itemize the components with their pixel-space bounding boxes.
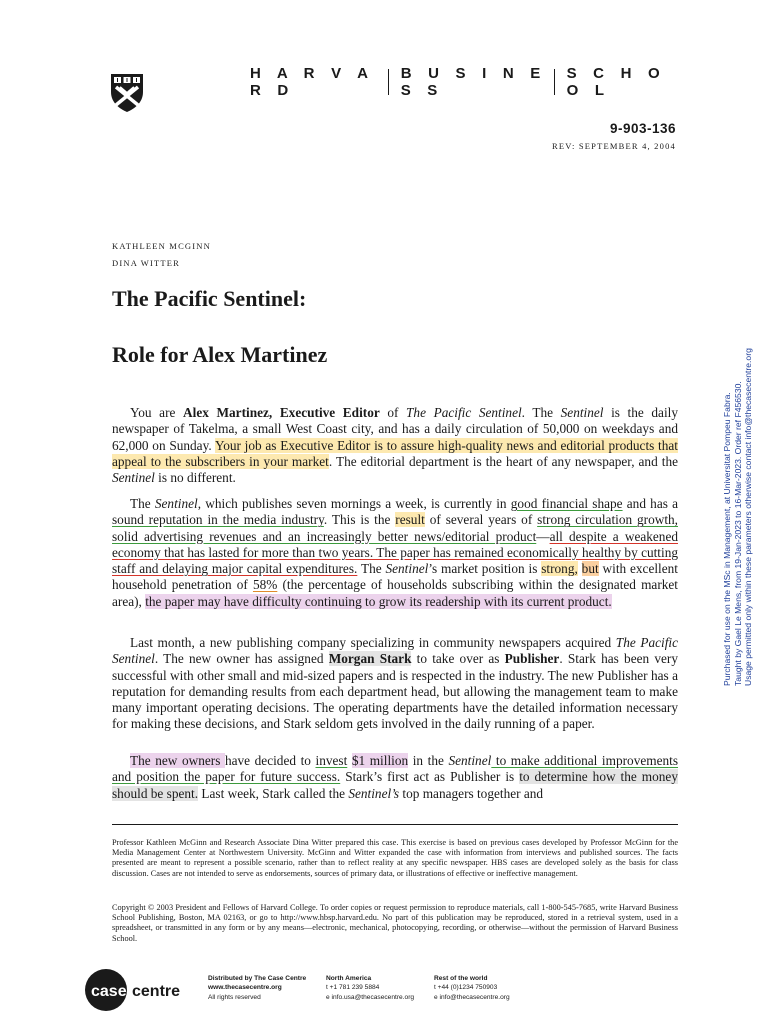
highlight-yellow: strong, [541,561,578,577]
contact-rest-of-world: Rest of the world t +44 (0)1234 750903 e info@thecasecentre.org [434,975,510,1001]
author-name: KATHLEEN MCGINN [112,241,211,251]
school-word-business: B U S I N E S S [400,65,547,99]
paragraph-1: You are Alex Martinez, Executive Editor of The Pacific Sentinel. The Sentinel is the daily newspaper of Takelma, a small West Coast city, and has a daily circulation of 50,000 on weekdays and 62,000 on Sunday. Your job as Executive Editor is to assure high-quality news and editorial products that appeal to the subscribers in your market. The editorial department is the heart of any newspaper, and the Sentinel is no different. [112,405,678,486]
case-title: The Pacific Sentinel: [112,286,307,311]
author-name: DINA WITTER [112,258,181,268]
underline-green: good financial shape [510,496,623,511]
usage-notice-line: Purchased for use on the MSc in Management, at Universitat Pompeu Fabra. [722,392,732,686]
underline-green: strong circulation growth, solid advertising revenues and an increasingly better news/editorial product [112,512,679,544]
underline-green: invest [315,753,348,768]
paragraph-4: The new owners have decided to invest $1 million in the Sentinel to make additional improvements and position the paper for future success. Stark’s first act as Publisher is to determine how the money should be spent. Last week, Stark called the Sentinel’s top managers together and [112,753,679,801]
contact-north-america: North America t +1 781 239 5884 e info.usa@thecasecentre.org [326,975,415,1001]
footnote-copyright: Copyright © 2003 President and Fellows of Harvard College. To order copies or request permission to reproduce materials, call 1-800-545-7685, write Harvard Business School Publishing, Boston, MA 02163, or go to http://www.hbsp.harvard.edu. No part of this publication may be reproduced, stored in a retrieval system, used in a spreadsheet, or transmitted in any form or by any means—electronic, mechanical, photocopying, recording, or otherwise—without the permission of Harvard Business School. [112,903,678,943]
case-centre-logo-word2: centre [132,983,181,1000]
highlight-grey: to determine how the money should be spent. [112,769,678,801]
email-link[interactable]: e info.usa@thecasecentre.org [326,993,415,1001]
distributor-info: Distributed by The Case Centre www.thecasecentre.org All rights reserved [208,975,307,1001]
case-centre-logo [85,965,185,1015]
usage-notice-line: Taught by Gael Le Mens, from 19-Jan-2023 to 16-Mar-2023. Order ref F456530. [732,381,743,686]
footnote-divider [112,824,678,825]
underline-green: to make additional improvements and position the paper for future success. [112,753,679,785]
banner-divider [554,69,555,95]
school-word-harvard: H A R V A R D [250,65,374,99]
publisher-name: Morgan Stark [328,651,412,667]
highlight-yellow: Your job as Executive Editor is to assure high-quality news and editorial products that appeal to the subscribers in your market [112,437,678,469]
usage-notice [722,336,762,686]
highlight-orange: but [581,561,599,577]
distributor-website: www.thecasecentre.org [208,984,282,992]
case-number: 9-903-136 [609,121,676,136]
revision-date: REV: SEPTEMBER 4, 2004 [551,141,676,151]
underline-orange: 58% [252,577,278,593]
school-name-banner [250,65,680,99]
paragraph-2: The Sentinel, which publishes seven mornings a week, is currently in good financial shape and has a sound reputation in the media industry. This is the result of several years of strong circulation growth, solid advertising revenues and an increasingly better news/editorial product—all despite a weakened economy that has lasted for more than two years. The paper has remained economically healthy by cutting staff and delaying major capital expenditures. The Sentinel’s market position is strong, but with excellent household penetration of 58% (the percentage of households subscribing within the designated market area), the paper may have difficulty continuing to grow its readership with its current product. [112,496,679,609]
paragraph-3: Last month, a new publishing company specializing in community newspapers acquired The Pacific Sentinel. The new owner has assigned Morgan Stark to take over as Publisher. Stark has been very successful with other small and mid-sized papers and is respected in the industry. The new Publisher has a reputation for demanding results from each department head, but allowing the management team to make many important operating decisions. The operating departments have the detailed information necessary for making these decisions, and Stark seldom gets involved in the daily running of a paper. [112,635,678,732]
usage-notice-line: Usage permitted only within these parameters otherwise contact info@thecasecentre.org [743,348,754,686]
case-centre-logo-word1: case [91,983,127,1000]
highlight-yellow: result [395,512,425,528]
publisher-role: Publisher [504,651,560,667]
highlight-pink: The new owners [130,753,225,768]
underline-red: all despite a weakened economy that has lasted for more than two years. The paper has remained economically healthy by cutting staff and delaying major capital expenditures. [112,528,678,577]
highlight-pink: $1 million [351,753,409,768]
role-name: Alex Martinez, Executive Editor [183,405,380,420]
banner-divider [388,69,389,95]
harvard-shield-logo [110,73,144,113]
highlight-pink: the paper may have difficulty continuing to grow its readership with its current product. [145,593,612,609]
footnote-authors: Professor Kathleen McGinn and Research Associate Dina Witter prepared this case. This exercise is based on previous cases developed by Professor McGinn for the Media Management Center at Northwestern University. McGinn and Witter expanded the case with information from interviews and published sources. The facts presented are meant to represent a possible scenario, rather than to reflect reality at any specific newspaper. HBS cases are developed solely as the basis for class discussion. Cases are not intended to serve as endorsements, sources of primary data, or illustrations of effective or ineffective management. [112,838,678,878]
email-link[interactable]: e info@thecasecentre.org [434,993,510,1001]
case-subtitle: Role for Alex Martinez [112,342,328,367]
underline-green: sound reputation in the media industry [112,512,324,528]
school-word-school: S C H O O L [566,65,666,99]
